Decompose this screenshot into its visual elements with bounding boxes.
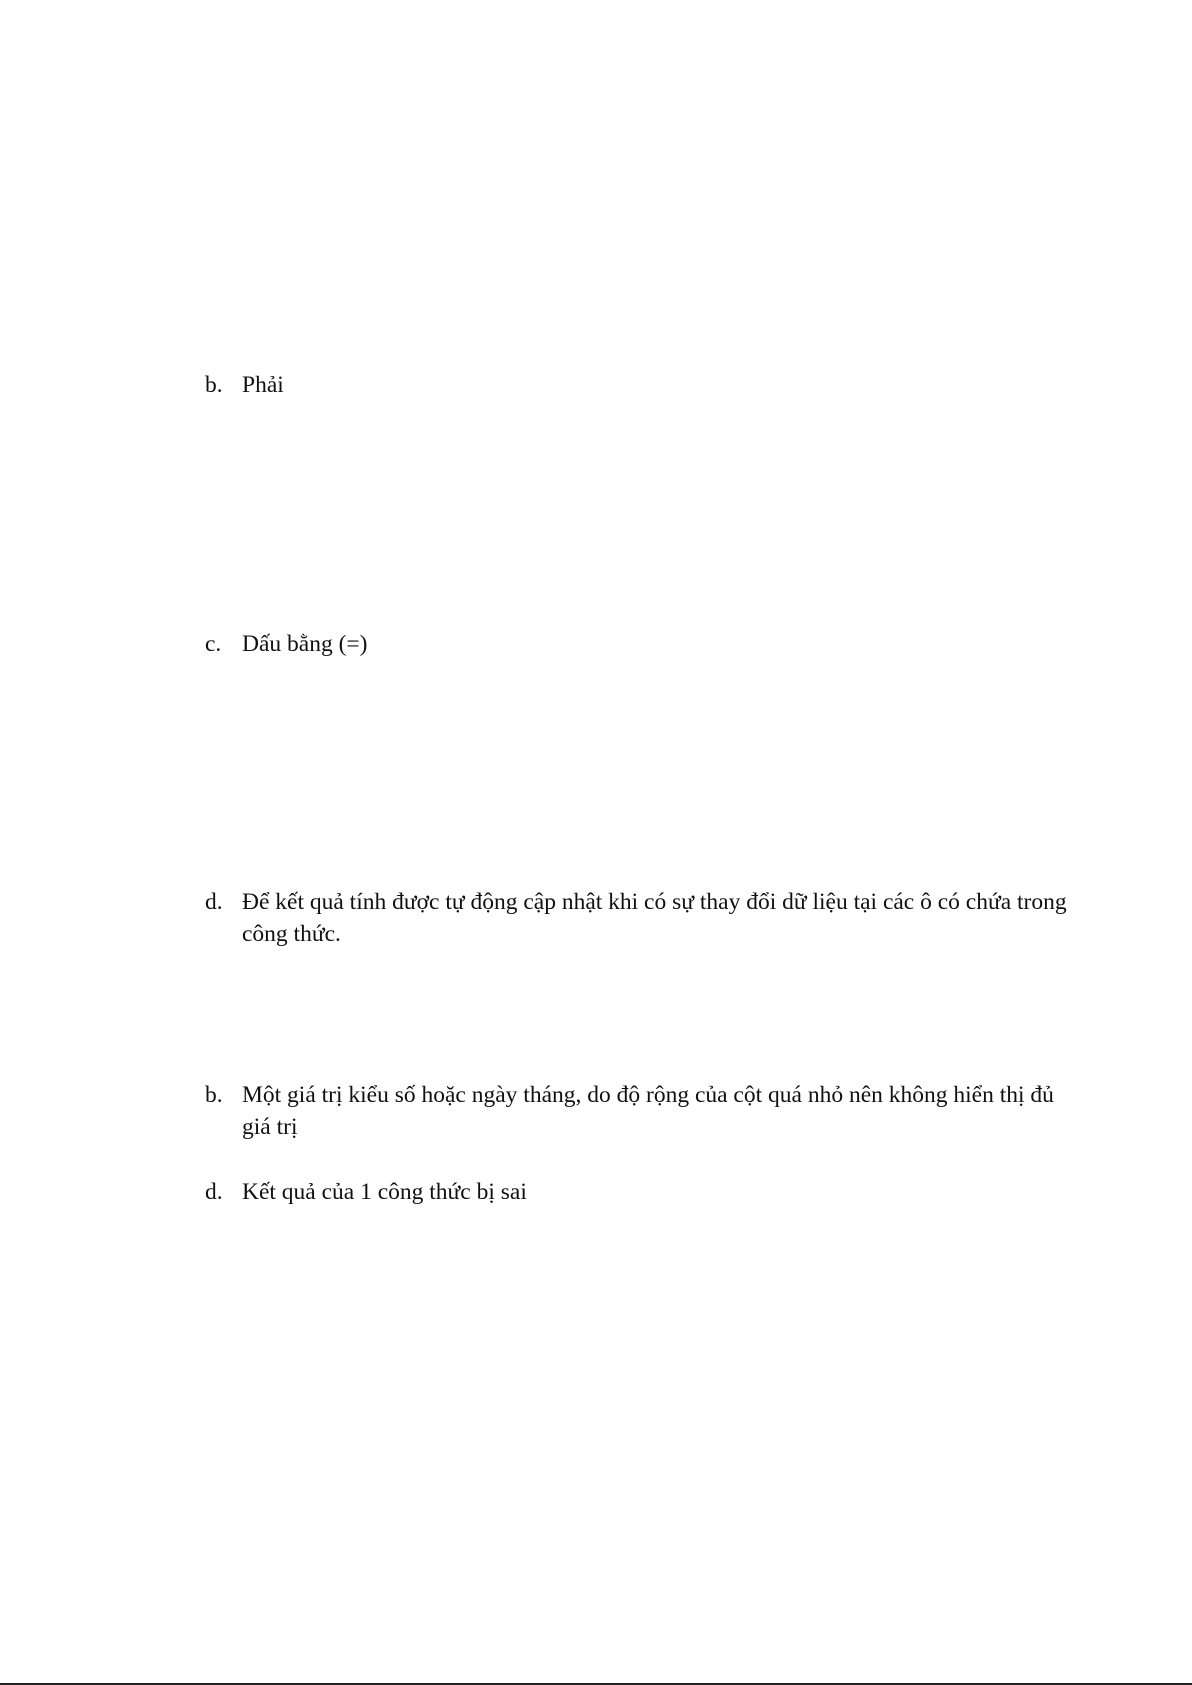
answer-text: Để kết quả tính được tự động cập nhật khi có sự thay đổi dữ liệu tại các ô có chứa trong công thức. xyxy=(242,889,1067,947)
answer-letter: b. xyxy=(205,1082,223,1108)
answer-item xyxy=(205,1176,1085,1208)
answer-letter: c. xyxy=(205,631,222,657)
answer-text: Phải xyxy=(242,372,284,398)
answer-text: Một giá trị kiểu số hoặc ngày tháng, do độ rộng của cột quá nhỏ nên không hiển thị đủ giá trị xyxy=(242,1082,1054,1140)
answer-text: Kết quả của 1 công thức bị sai xyxy=(242,1179,527,1205)
answer-item xyxy=(205,628,1085,660)
answer-text: Dấu bằng (=) xyxy=(242,631,368,657)
answer-item xyxy=(205,1079,1085,1143)
answer-letter: d. xyxy=(205,889,223,915)
answer-item xyxy=(205,886,1085,950)
answer-letter: d. xyxy=(205,1179,223,1205)
answer-item xyxy=(205,369,1085,401)
answer-letter: b. xyxy=(205,372,223,398)
